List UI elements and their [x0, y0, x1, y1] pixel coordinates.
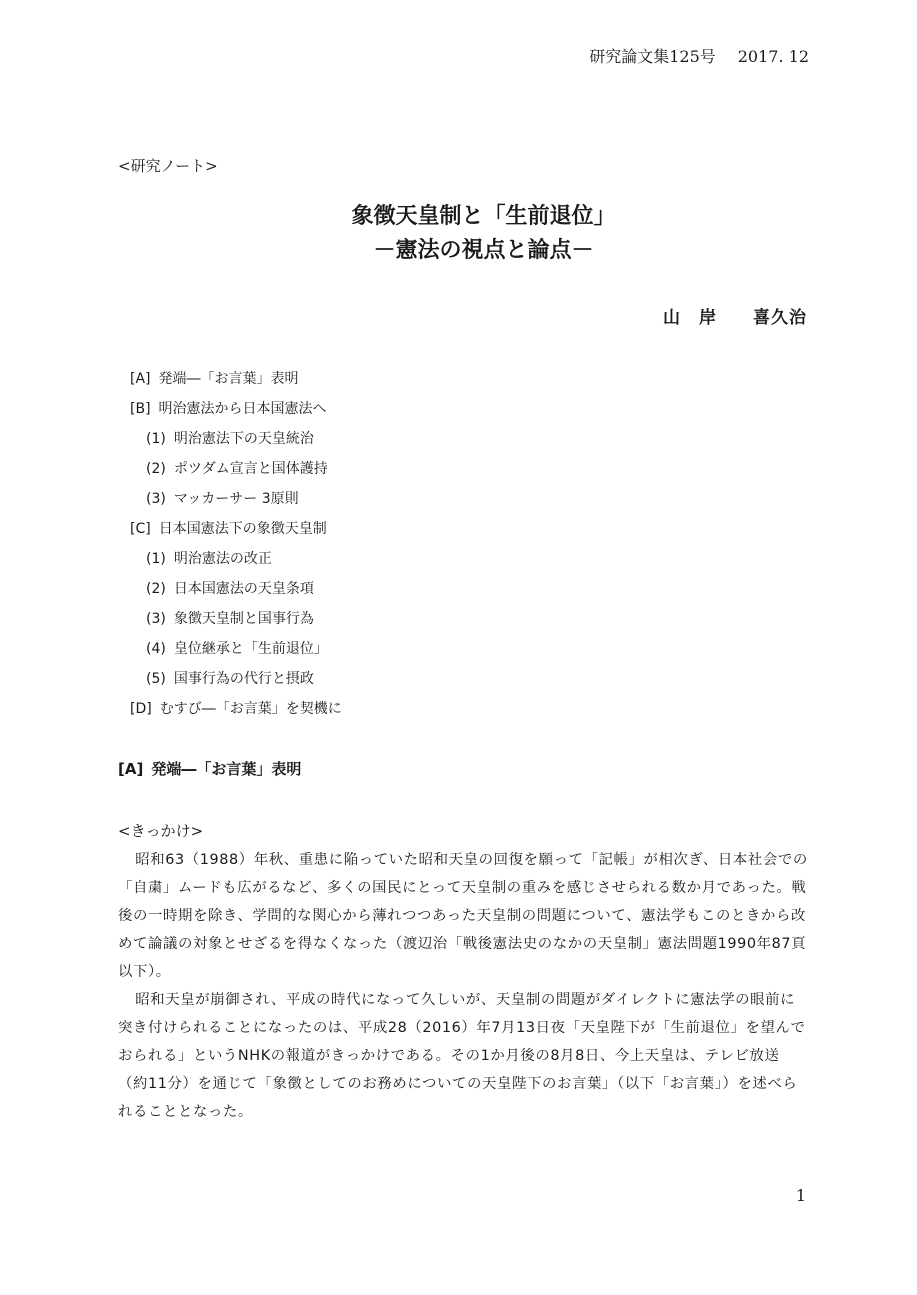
paragraph: 昭和天皇が崩御され、平成の時代になって久しいが、天皇制の問題がダイレクトに憲法学の眼前に突き付けられることになったのは、平成28（2016）年7月13日夜「天皇陛下が「生前退位」を望んでおられる」というNHKの報道がきっかけである。その1か月後の8月8日、今上天皇は、テレビ放送（約11分）を通じて「象徴としてのお務めについての天皇陛下のお言葉」（以下「お言葉」）を述べられることとなった。	[118, 992, 806, 1120]
toc-marker: (2)	[146, 461, 166, 477]
toc-text: 明治憲法下の天皇統治	[173, 431, 314, 447]
toc-item	[130, 364, 342, 394]
toc-subitem	[130, 424, 342, 454]
issue-date: 2017. 12	[737, 47, 809, 66]
section-heading	[118, 758, 301, 779]
toc-text: 国事行為の代行と摂政	[173, 671, 314, 687]
body-text	[118, 846, 808, 1126]
author-name: 山 岸 喜久治	[663, 308, 807, 328]
paragraph: 昭和63（1988）年秋、重患に陥っていた昭和天皇の回復を願って「記帳」が相次ぎ、日本社会での「自粛」ムードも広がるなど、多くの国民にとって天皇制の重みを感じさせられる数か月であった。戦後の一時期を除き、学問的な関心から薄れつつあった天皇制の問題について、憲法学もこのときから改めて論議の対象とせざるを得なくなった（渡辺治「戦後憲法史のなかの天皇制」憲法問題1990年87頁以下）。	[118, 852, 808, 980]
toc-item	[130, 694, 342, 724]
journal-name: 研究論文集125号	[589, 47, 716, 66]
toc-marker: (3)	[146, 611, 166, 627]
toc-text: 日本国憲法の天皇条項	[173, 581, 314, 597]
subheading: <きっかけ>	[118, 822, 204, 840]
toc-text: 明治憲法から日本国憲法へ	[158, 401, 327, 417]
toc-text: 日本国憲法下の象徴天皇制	[158, 521, 327, 537]
toc-text: 明治憲法の改正	[173, 551, 272, 567]
toc-item	[130, 514, 342, 544]
toc-marker: (1)	[146, 551, 166, 567]
toc-marker: [C]	[130, 521, 151, 537]
toc-marker: (1)	[146, 431, 166, 447]
table-of-contents	[130, 364, 342, 724]
toc-marker: (5)	[146, 671, 166, 687]
toc-marker: [D]	[130, 701, 152, 717]
toc-marker: (3)	[146, 491, 166, 507]
toc-text: 発端―「お言葉」表明	[158, 371, 299, 387]
toc-subitem	[130, 544, 342, 574]
page-number: 1	[795, 1186, 806, 1205]
page-subtitle: －憲法の視点と論点－	[373, 238, 594, 263]
toc-subitem	[130, 634, 342, 664]
section-marker: [A]	[118, 760, 144, 778]
toc-subitem	[130, 664, 342, 694]
note-label: <研究ノート>	[118, 157, 218, 175]
toc-marker: (4)	[146, 641, 166, 657]
page-title: 象徴天皇制と「生前退位」	[351, 204, 616, 229]
toc-text: マッカーサー 3原則	[173, 491, 299, 507]
toc-subitem	[130, 484, 342, 514]
toc-marker: [B]	[130, 401, 151, 417]
toc-marker: [A]	[130, 371, 151, 387]
toc-item	[130, 394, 342, 424]
toc-subitem	[130, 604, 342, 634]
toc-subitem	[130, 454, 342, 484]
title-block	[0, 200, 917, 268]
toc-text: 象徴天皇制と国事行為	[173, 611, 314, 627]
section-title: 発端―「お言葉」表明	[151, 760, 302, 778]
running-header	[589, 44, 809, 67]
toc-text: むすび―「お言葉」を契機に	[159, 701, 342, 717]
toc-marker: (2)	[146, 581, 166, 597]
toc-text: 皇位継承と「生前退位」	[173, 641, 328, 657]
toc-text: ポツダム宣言と国体護持	[173, 461, 328, 477]
toc-subitem	[130, 574, 342, 604]
